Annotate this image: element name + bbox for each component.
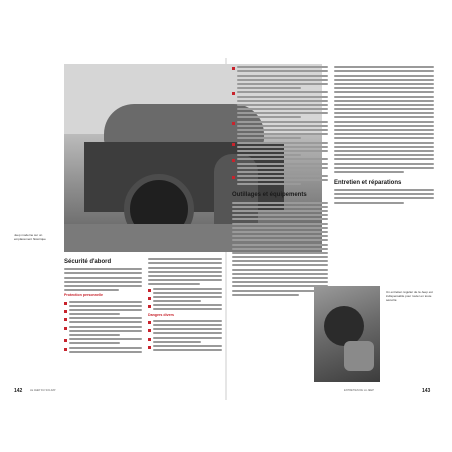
- section-title-securite: Sécurité d'abord: [64, 259, 112, 265]
- book-spread: [14, 58, 438, 400]
- left-running-head: LE JEEP DU SOLDAT: [30, 389, 56, 392]
- left-column-1: [64, 256, 142, 355]
- photo-part: [324, 306, 364, 346]
- subhead-dangers: Dangers divers: [148, 312, 174, 317]
- right-photo-caption: Un entretien régulier de la Jeep est indispensable pour rouler en toute sécurité: [386, 290, 433, 302]
- left-page-number: 142: [14, 388, 23, 394]
- left-photo-caption: Jeep moderne sur un emplacement historique: [14, 233, 46, 241]
- right-running-head: ENTRETIEN DE LA JEEP: [344, 389, 374, 392]
- subhead-protection: Protection personnelle: [64, 293, 103, 298]
- repair-photo: [314, 286, 380, 382]
- right-column-2: [334, 64, 434, 206]
- section-title-outillages: Outillages et équipements: [232, 192, 307, 199]
- left-column-2: [148, 256, 222, 353]
- photo-hand: [344, 341, 374, 371]
- right-column-1: [232, 64, 328, 298]
- section-title-entretien: Entretien et réparations: [334, 179, 402, 186]
- right-page-number: 143: [422, 388, 431, 394]
